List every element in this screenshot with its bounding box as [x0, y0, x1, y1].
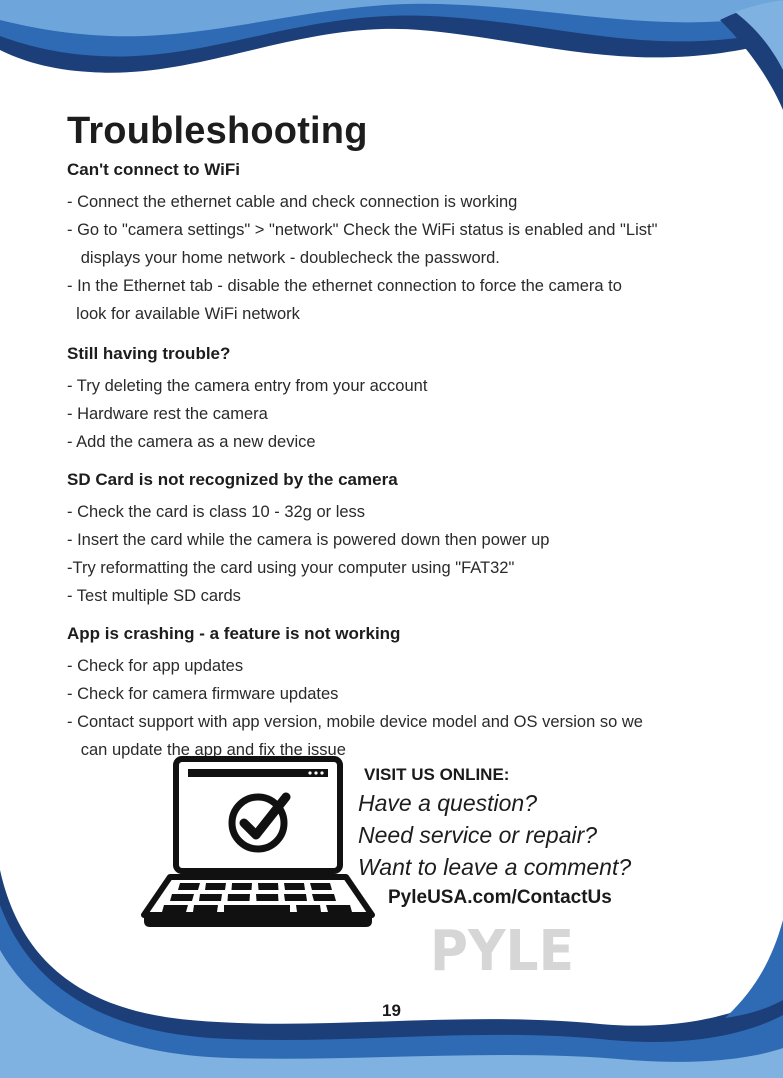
contact-question: Want to leave a comment?: [358, 854, 632, 880]
page-number: 19: [382, 1001, 401, 1020]
list-item: - Add the camera as a new device: [67, 433, 316, 451]
list-item: - Check for app updates: [67, 657, 244, 675]
contact-question: Have a question?: [358, 790, 538, 816]
logo-text: PYLE: [430, 922, 574, 974]
section-sd-card: [67, 470, 747, 610]
contact-block: [358, 763, 688, 913]
section-heading: App is crashing - a feature is not working: [67, 624, 401, 643]
list-item: - Connect the ethernet cable and check connection is working: [67, 193, 518, 211]
contact-question: Need service or repair?: [358, 822, 598, 848]
contact-url-link[interactable]: PyleUSA.com/ContactUs: [388, 887, 612, 908]
list-item: can update the app and fix the issue: [67, 741, 346, 759]
list-item: - Try deleting the camera entry from your account: [67, 377, 428, 395]
list-item: displays your home network - doublecheck the password.: [67, 249, 500, 267]
list-item: - Insert the card while the camera is powered down then power up: [67, 531, 550, 549]
list-item: - In the Ethernet tab - disable the ethernet connection to force the camera to: [67, 277, 622, 295]
list-item: -Try reformatting the card using your computer using "FAT32": [67, 559, 515, 577]
section-heading: Still having trouble?: [67, 344, 231, 363]
list-item: - Test multiple SD cards: [67, 587, 241, 605]
section-heading: Can't connect to WiFi: [67, 160, 240, 179]
list-item: - Check the card is class 10 - 32g or less: [67, 503, 366, 521]
section-still-trouble: [67, 344, 747, 456]
visit-us-label: VISIT US ONLINE:: [364, 765, 510, 784]
section-app-crashing: [67, 624, 747, 764]
troubleshooting-content: [67, 108, 747, 774]
list-item: look for available WiFi network: [67, 305, 300, 323]
section-heading: SD Card is not recognized by the camera: [67, 470, 398, 489]
page-title: Troubleshooting: [67, 110, 368, 152]
laptop-checkmark-icon: [140, 755, 376, 931]
list-item: - Go to "camera settings" > "network" Check the WiFi status is enabled and "List": [67, 221, 658, 239]
list-item: - Contact support with app version, mobile device model and OS version so we: [67, 713, 643, 731]
list-item: - Hardware rest the camera: [67, 405, 268, 423]
section-wifi: [67, 160, 747, 328]
pyle-logo: [430, 922, 576, 974]
list-item: - Check for camera firmware updates: [67, 685, 339, 703]
